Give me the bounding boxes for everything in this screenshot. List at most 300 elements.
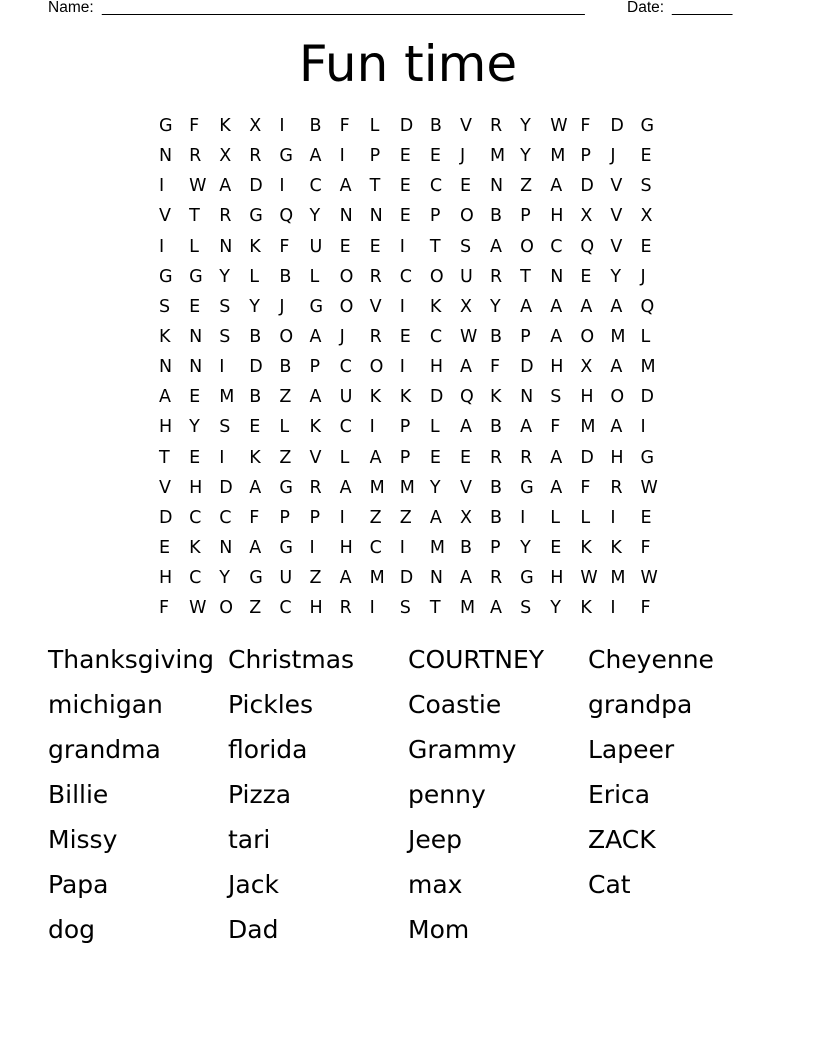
- grid-letter: M: [369, 568, 385, 589]
- grid-letter: A: [520, 296, 533, 317]
- grid-letter: X: [219, 146, 232, 167]
- grid-letter: C: [550, 236, 563, 257]
- grid-letter: A: [490, 236, 503, 257]
- word-bank-item: Lapeer: [588, 735, 675, 764]
- grid-letter: P: [399, 417, 411, 438]
- grid-letter: A: [339, 568, 352, 589]
- grid-letter: I: [309, 537, 315, 558]
- grid-letter: T: [159, 447, 170, 468]
- grid-letter: D: [520, 357, 534, 378]
- grid-letter: W: [189, 598, 207, 619]
- grid-letter: V: [459, 116, 472, 136]
- grid-letter: I: [339, 507, 345, 528]
- grid-letter: F: [279, 236, 290, 257]
- word-bank-item: Christmas: [228, 645, 355, 674]
- grid-letter: F: [249, 507, 260, 528]
- grid-letter: C: [429, 326, 443, 347]
- grid-letter: V: [309, 447, 322, 468]
- grid-letter: H: [610, 447, 624, 468]
- grid-letter: T: [429, 236, 441, 257]
- grid-letter: A: [610, 296, 623, 317]
- word-bank-item: Pizza: [228, 780, 292, 809]
- grid-letter: P: [309, 357, 321, 378]
- grid-letter: S: [399, 598, 411, 619]
- grid-letter: M: [219, 387, 235, 408]
- grid-letter: I: [640, 417, 646, 438]
- word-bank-item: COURTNEY: [408, 645, 545, 674]
- grid-letter: N: [429, 568, 443, 589]
- grid-letter: L: [369, 116, 380, 136]
- grid-letter: A: [369, 447, 382, 468]
- word-bank-item: max: [408, 870, 463, 899]
- word-bank-item: florida: [228, 735, 308, 764]
- grid-letter: B: [459, 537, 472, 558]
- grid-letter: A: [490, 598, 503, 619]
- grid-letter: O: [520, 236, 534, 257]
- grid-letter: M: [550, 146, 566, 167]
- grid-letter: G: [249, 206, 263, 227]
- word-bank-item: Missy: [48, 825, 118, 854]
- word-bank-item: penny: [408, 780, 486, 809]
- grid-letter: E: [369, 236, 381, 257]
- grid-letter: S: [459, 236, 472, 257]
- grid-letter: I: [219, 357, 225, 378]
- grid-letter: A: [550, 176, 563, 197]
- grid-letter: I: [399, 236, 405, 257]
- grid-letter: S: [159, 296, 171, 317]
- grid-letter: A: [339, 176, 352, 197]
- grid-letter: B: [279, 266, 292, 287]
- grid-letter: I: [279, 176, 285, 197]
- grid-letter: T: [429, 598, 441, 619]
- grid-letter: R: [520, 447, 533, 468]
- grid-letter: V: [610, 236, 623, 257]
- grid-letter: R: [369, 266, 382, 287]
- grid-letter: Y: [520, 116, 531, 136]
- grid-letter: O: [279, 326, 294, 347]
- grid-letter: N: [339, 206, 353, 227]
- grid-letter: C: [369, 537, 382, 558]
- grid-letter: D: [249, 357, 263, 378]
- grid-letter: R: [219, 206, 232, 227]
- grid-letter: K: [580, 537, 592, 558]
- grid-letter: D: [429, 387, 444, 408]
- grid-letter: S: [520, 598, 532, 619]
- grid-letter: C: [429, 176, 443, 197]
- word-bank-item: Erica: [588, 780, 651, 809]
- grid-letter: M: [369, 477, 385, 498]
- grid-letter: H: [550, 357, 564, 378]
- grid-letter: A: [610, 417, 623, 438]
- grid-letter: A: [610, 357, 623, 378]
- grid-letter: E: [399, 176, 411, 197]
- grid-letter: V: [369, 296, 382, 317]
- grid-letter: S: [219, 296, 231, 317]
- grid-letter: K: [189, 537, 201, 558]
- grid-letter: F: [550, 417, 561, 438]
- grid-letter: G: [279, 537, 293, 558]
- grid-letter: K: [249, 236, 261, 257]
- grid-letter: E: [399, 146, 411, 167]
- grid-letter: K: [580, 598, 592, 619]
- grid-letter: B: [490, 417, 503, 438]
- grid-letter: F: [640, 537, 651, 558]
- grid-letter: P: [369, 146, 381, 167]
- grid-letter: Y: [249, 296, 260, 317]
- date-label: Date:: [627, 0, 665, 16]
- grid-letter: F: [189, 116, 200, 136]
- grid-letter: P: [580, 146, 591, 167]
- grid-letter: C: [339, 357, 352, 378]
- grid-letter: I: [339, 146, 345, 167]
- grid-letter: R: [490, 116, 503, 136]
- grid-letter: A: [249, 537, 262, 558]
- word-bank-item: Coastie: [408, 690, 502, 719]
- grid-letter: Y: [520, 537, 531, 558]
- grid-letter: W: [189, 176, 207, 197]
- name-field[interactable]: ________________________________________________________: [102, 0, 585, 16]
- grid-letter: M: [490, 146, 506, 167]
- grid-letter: X: [580, 357, 593, 378]
- grid-letter: B: [490, 507, 503, 528]
- grid-letter: H: [580, 387, 594, 408]
- word-bank-item: Grammy: [408, 735, 517, 764]
- grid-letter: Z: [279, 447, 292, 468]
- grid-letter: M: [459, 598, 476, 619]
- grid-letter: T: [189, 206, 200, 227]
- grid-letter: H: [189, 477, 203, 498]
- grid-letter: D: [399, 116, 414, 136]
- grid-letter: A: [159, 387, 171, 408]
- grid-letter: P: [309, 507, 321, 528]
- grid-letter: O: [339, 266, 354, 287]
- grid-letter: D: [399, 568, 414, 589]
- grid-letter: P: [520, 206, 531, 227]
- letter-grid: [157, 114, 669, 626]
- grid-letter: W: [550, 116, 568, 136]
- grid-letter: M: [610, 326, 626, 347]
- grid-letter: A: [550, 296, 563, 317]
- grid-letter: X: [249, 116, 262, 136]
- grid-letter: E: [399, 326, 411, 347]
- grid-letter: A: [550, 477, 563, 498]
- word-bank-item: tari: [228, 825, 271, 854]
- grid-letter: S: [219, 326, 231, 347]
- grid-letter: E: [429, 146, 441, 167]
- grid-letter: R: [490, 266, 503, 287]
- grid-letter: N: [159, 146, 173, 167]
- grid-letter: L: [249, 266, 260, 287]
- grid-letter: I: [610, 507, 616, 528]
- grid-letter: X: [459, 296, 472, 317]
- grid-letter: R: [369, 326, 382, 347]
- grid-letter: W: [640, 568, 658, 589]
- grid-letter: I: [399, 296, 405, 317]
- word-bank-item: Mom: [408, 915, 470, 944]
- grid-letter: C: [189, 568, 202, 589]
- grid-letter: G: [189, 266, 203, 287]
- grid-letter: D: [159, 507, 173, 528]
- grid-letter: K: [429, 296, 442, 317]
- grid-letter: R: [490, 447, 503, 468]
- grid-letter: V: [159, 477, 171, 498]
- grid-letter: S: [640, 176, 652, 197]
- grid-letter: D: [249, 176, 263, 197]
- grid-letter: F: [339, 116, 350, 136]
- grid-letter: I: [159, 176, 165, 197]
- grid-letter: L: [279, 417, 290, 438]
- grid-letter: A: [459, 568, 472, 589]
- word-bank-item: michigan: [48, 690, 163, 719]
- grid-letter: B: [490, 206, 503, 227]
- grid-letter: E: [189, 447, 201, 468]
- grid-letter: D: [219, 477, 233, 498]
- grid-letter: J: [339, 326, 345, 347]
- grid-letter: Y: [520, 146, 531, 167]
- grid-letter: V: [159, 206, 171, 227]
- grid-letter: J: [279, 296, 285, 317]
- grid-letter: E: [640, 507, 652, 528]
- grid-letter: I: [399, 537, 405, 558]
- grid-letter: Y: [429, 477, 441, 498]
- grid-letter: R: [610, 477, 623, 498]
- grid-letter: I: [369, 417, 375, 438]
- grid-letter: C: [189, 507, 202, 528]
- grid-letter: B: [490, 477, 503, 498]
- grid-letter: R: [339, 598, 352, 619]
- grid-letter: E: [189, 387, 201, 408]
- grid-letter: G: [249, 568, 263, 589]
- grid-letter: N: [520, 387, 534, 408]
- grid-letter: H: [550, 206, 564, 227]
- grid-letter: E: [550, 537, 562, 558]
- grid-letter: A: [580, 296, 593, 317]
- grid-letter: A: [520, 417, 533, 438]
- grid-letter: N: [490, 176, 504, 197]
- grid-letter: I: [159, 236, 165, 257]
- grid-letter: A: [429, 507, 442, 528]
- grid-letter: Z: [249, 598, 262, 619]
- grid-letter: K: [219, 116, 231, 136]
- grid-letter: L: [339, 447, 350, 468]
- grid-letter: N: [189, 357, 203, 378]
- grid-letter: M: [610, 568, 626, 589]
- grid-letter: H: [550, 568, 564, 589]
- word-bank-item: ZACK: [588, 825, 656, 854]
- grid-letter: E: [429, 447, 441, 468]
- word-bank-item: Jack: [228, 870, 279, 899]
- grid-letter: D: [640, 387, 654, 408]
- grid-letter: O: [610, 387, 625, 408]
- grid-letter: X: [459, 507, 472, 528]
- grid-letter: E: [189, 296, 201, 317]
- grid-letter: N: [189, 326, 203, 347]
- grid-letter: B: [249, 326, 262, 347]
- grid-letter: D: [610, 116, 624, 136]
- word-bank-item: Papa: [48, 870, 109, 899]
- grid-letter: N: [369, 206, 383, 227]
- grid-letter: A: [550, 447, 563, 468]
- grid-letter: H: [429, 357, 444, 378]
- grid-letter: N: [219, 236, 233, 257]
- grid-letter: H: [339, 537, 353, 558]
- grid-letter: X: [580, 206, 593, 227]
- grid-letter: I: [279, 116, 285, 136]
- grid-letter: E: [249, 417, 261, 438]
- grid-letter: E: [640, 236, 652, 257]
- grid-letter: H: [159, 417, 173, 438]
- grid-letter: Z: [369, 507, 382, 528]
- grid-letter: J: [640, 266, 646, 287]
- grid-letter: L: [189, 236, 199, 257]
- grid-letter: Y: [309, 206, 321, 227]
- grid-letter: P: [429, 206, 441, 227]
- grid-letter: C: [219, 507, 232, 528]
- grid-letter: A: [249, 477, 262, 498]
- grid-letter: I: [520, 507, 526, 528]
- grid-letter: O: [459, 206, 474, 227]
- grid-letter: C: [279, 598, 292, 619]
- grid-letter: Y: [490, 296, 501, 317]
- word-bank-item: Billie: [48, 780, 109, 809]
- grid-letter: R: [490, 568, 503, 589]
- grid-letter: K: [159, 326, 171, 347]
- grid-letter: F: [640, 598, 651, 619]
- grid-letter: G: [279, 146, 293, 167]
- grid-letter: G: [309, 296, 324, 317]
- grid-letter: F: [580, 477, 591, 498]
- name-label: Name:: [48, 0, 94, 16]
- grid-letter: P: [279, 507, 290, 528]
- grid-letter: Y: [219, 266, 230, 287]
- grid-letter: Z: [279, 387, 292, 408]
- grid-letter: I: [399, 357, 405, 378]
- grid-letter: F: [490, 357, 501, 378]
- grid-letter: G: [640, 447, 655, 468]
- grid-letter: S: [219, 417, 231, 438]
- grid-letter: B: [249, 387, 262, 408]
- word-bank-item: grandpa: [588, 690, 693, 719]
- grid-letter: K: [610, 537, 622, 558]
- grid-letter: P: [520, 326, 531, 347]
- grid-letter: J: [610, 146, 616, 167]
- grid-letter: G: [279, 477, 293, 498]
- word-bank-item: Thanksgiving: [48, 645, 215, 674]
- grid-letter: S: [550, 387, 562, 408]
- grid-letter: V: [610, 176, 623, 197]
- grid-letter: P: [399, 447, 411, 468]
- word-bank: [48, 641, 768, 956]
- grid-letter: Q: [459, 387, 474, 408]
- grid-letter: B: [490, 326, 503, 347]
- grid-letter: W: [580, 568, 598, 589]
- grid-letter: L: [429, 417, 440, 438]
- grid-letter: U: [309, 236, 323, 257]
- grid-letter: M: [399, 477, 415, 498]
- grid-letter: N: [219, 537, 233, 558]
- grid-letter: Z: [399, 507, 412, 528]
- grid-letter: X: [640, 206, 653, 227]
- grid-letter: Z: [520, 176, 533, 197]
- grid-letter: H: [309, 598, 323, 619]
- grid-letter: V: [459, 477, 472, 498]
- grid-letter: O: [219, 598, 233, 619]
- grid-letter: G: [640, 116, 655, 136]
- grid-letter: I: [369, 598, 375, 619]
- grid-letter: U: [339, 387, 353, 408]
- grid-letter: A: [219, 176, 232, 197]
- grid-letter: B: [309, 116, 322, 136]
- grid-letter: O: [429, 266, 444, 287]
- grid-letter: C: [399, 266, 412, 287]
- page-title: Fun time: [298, 35, 518, 93]
- grid-letter: G: [159, 116, 173, 136]
- grid-letter: L: [309, 266, 320, 287]
- grid-letter: K: [249, 447, 261, 468]
- grid-letter: W: [640, 477, 658, 498]
- grid-letter: M: [640, 357, 656, 378]
- word-bank-item: Cat: [588, 870, 631, 899]
- grid-letter: K: [309, 417, 321, 438]
- date-field[interactable]: _______: [672, 0, 733, 16]
- word-bank-item: Pickles: [228, 690, 314, 719]
- grid-letter: Q: [279, 206, 294, 227]
- grid-letter: J: [459, 146, 466, 167]
- grid-letter: O: [580, 326, 595, 347]
- grid-letter: U: [279, 568, 293, 589]
- grid-letter: A: [309, 387, 322, 408]
- word-bank-item: dog: [48, 915, 96, 944]
- grid-letter: H: [159, 568, 173, 589]
- grid-letter: O: [369, 357, 384, 378]
- grid-letter: A: [339, 477, 352, 498]
- grid-letter: K: [399, 387, 412, 408]
- grid-letter: A: [550, 326, 563, 347]
- grid-letter: A: [459, 417, 472, 438]
- grid-letter: I: [610, 598, 616, 619]
- grid-letter: A: [309, 146, 322, 167]
- grid-letter: W: [459, 326, 478, 347]
- grid-letter: T: [369, 176, 381, 197]
- grid-letter: E: [459, 176, 471, 197]
- word-bank-item: Jeep: [408, 825, 463, 854]
- grid-letter: R: [249, 146, 262, 167]
- grid-letter: F: [580, 116, 591, 136]
- grid-letter: Q: [640, 296, 655, 317]
- grid-letter: G: [159, 266, 173, 287]
- grid-letter: K: [369, 387, 382, 408]
- grid-letter: Q: [580, 236, 595, 257]
- header-line: [48, 0, 816, 19]
- grid-letter: E: [159, 537, 171, 558]
- grid-letter: V: [610, 206, 623, 227]
- grid-letter: Y: [610, 266, 622, 287]
- grid-letter: N: [550, 266, 564, 287]
- grid-letter: A: [309, 326, 322, 347]
- grid-letter: P: [490, 537, 501, 558]
- grid-letter: L: [640, 326, 651, 347]
- grid-letter: Y: [550, 598, 561, 619]
- grid-letter: D: [580, 176, 594, 197]
- grid-letter: E: [399, 206, 411, 227]
- word-bank-item: Dad: [228, 915, 279, 944]
- grid-letter: M: [580, 417, 596, 438]
- grid-letter: G: [520, 477, 534, 498]
- grid-letter: E: [339, 236, 351, 257]
- grid-letter: Z: [309, 568, 322, 589]
- grid-letter: C: [339, 417, 352, 438]
- grid-letter: R: [309, 477, 322, 498]
